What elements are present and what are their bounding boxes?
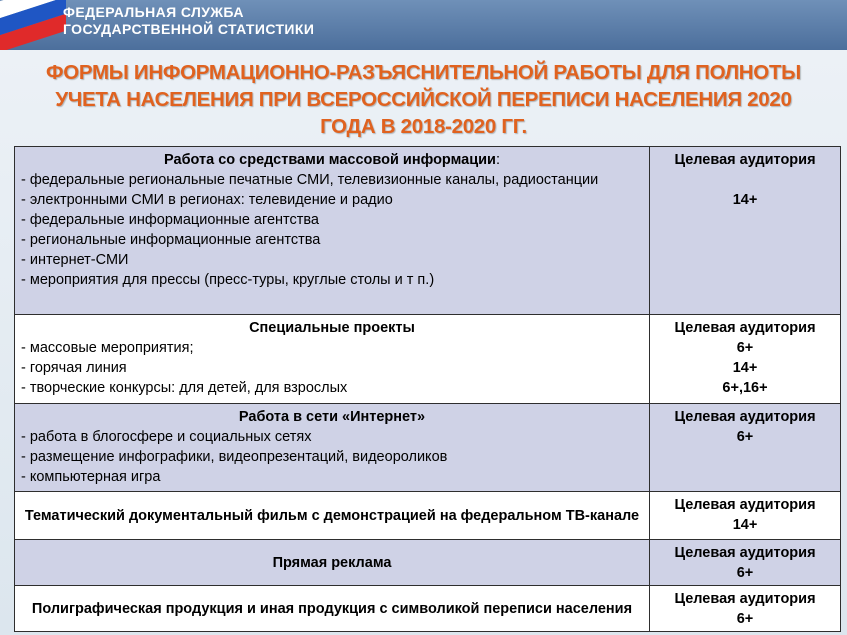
row-title: Прямая реклама — [272, 554, 392, 571]
audience-value: 14+ — [732, 360, 758, 377]
audience-value: 6+ — [736, 340, 754, 357]
list-item: - электронными СМИ в регионах: телевидение и радио — [21, 192, 393, 208]
list-item: - интернет-СМИ — [21, 252, 129, 268]
row-audience — [650, 585, 841, 631]
list-item: - массовые мероприятия; — [21, 340, 194, 357]
row-audience — [650, 539, 841, 585]
audience-value: 14+ — [732, 516, 758, 533]
row-description — [15, 403, 650, 491]
row-title: Полиграфическая продукция и иная продукция с символикой переписи населения — [31, 600, 633, 617]
row-title: Работа со средствами массовой информации: — [164, 152, 500, 168]
audience-label: Целевая аудитория — [674, 408, 816, 425]
row-description — [15, 315, 650, 403]
list-item: - компьютерная игра — [21, 468, 161, 485]
row-title: Специальные проекты — [249, 320, 415, 337]
header-bar — [0, 0, 847, 50]
list-item: - региональные информационные агентства — [21, 232, 321, 248]
audience-value: 6+ — [736, 564, 754, 581]
audience-label: Целевая аудитория — [674, 320, 816, 337]
audience-value: 14+ — [732, 192, 758, 208]
list-item: - мероприятия для прессы (пресс-туры, круглые столы и т п.) — [21, 272, 435, 288]
audience-label: Целевая аудитория — [674, 152, 816, 168]
list-item: - размещение инфографики, видеопрезентаций, видеороликов — [21, 448, 448, 465]
agency-name — [63, 4, 314, 38]
list-item: - творческие конкурсы: для детей, для взрослых — [21, 380, 348, 397]
list-item: - горячая линия — [21, 360, 127, 377]
row-audience — [650, 403, 841, 491]
list-item: - федеральные информационные агентства — [21, 212, 320, 228]
slide-title — [10, 59, 837, 140]
table-row-media — [15, 147, 841, 315]
audience-label: Целевая аудитория — [674, 590, 816, 607]
audience-value: 6+,16+ — [722, 380, 768, 397]
agency-name-line-2: ГОСУДАРСТВЕННОЙ СТАТИСТИКИ — [63, 21, 315, 37]
agency-name-line-1: ФЕДЕРАЛЬНАЯ СЛУЖБА — [63, 4, 244, 20]
table-row-internet — [15, 403, 841, 491]
row-title: Тематический документальный фильм с демонстрацией на федеральном ТВ-канале — [24, 507, 640, 524]
row-description — [15, 147, 650, 315]
table-row-special-projects — [15, 315, 841, 403]
row-description — [15, 585, 650, 631]
row-title: Работа в сети «Интернет» — [238, 408, 426, 425]
list-item: - федеральные региональные печатные СМИ, телевизионные каналы, радиостанции — [21, 172, 599, 188]
audience-value: 6+ — [736, 610, 754, 627]
forms-table — [14, 146, 841, 632]
list-item: - работа в блогосфере и социальных сетях — [21, 428, 312, 445]
slide-title-line-2: УЧЕТА НАСЕЛЕНИЯ ПРИ ВСЕРОССИЙСКОЙ ПЕРЕПИСИ НАСЕЛЕНИЯ 2020 — [55, 88, 792, 111]
table-row-advertising — [15, 539, 841, 585]
audience-value: 6+ — [736, 428, 754, 445]
audience-label: Целевая аудитория — [674, 544, 816, 561]
row-audience — [650, 147, 841, 315]
row-audience — [650, 491, 841, 539]
slide-title-line-3: ГОДА В 2018-2020 ГГ. — [320, 115, 527, 138]
row-audience — [650, 315, 841, 403]
row-description — [15, 539, 650, 585]
row-description — [15, 491, 650, 539]
slide-title-line-1: ФОРМЫ ИНФОРМАЦИОННО-РАЗЪЯСНИТЕЛЬНОЙ РАБОТЫ ДЛЯ ПОЛНОТЫ — [46, 61, 801, 84]
table-row-documentary — [15, 491, 841, 539]
table-row-printed-products — [15, 585, 841, 631]
audience-label: Целевая аудитория — [674, 496, 816, 513]
